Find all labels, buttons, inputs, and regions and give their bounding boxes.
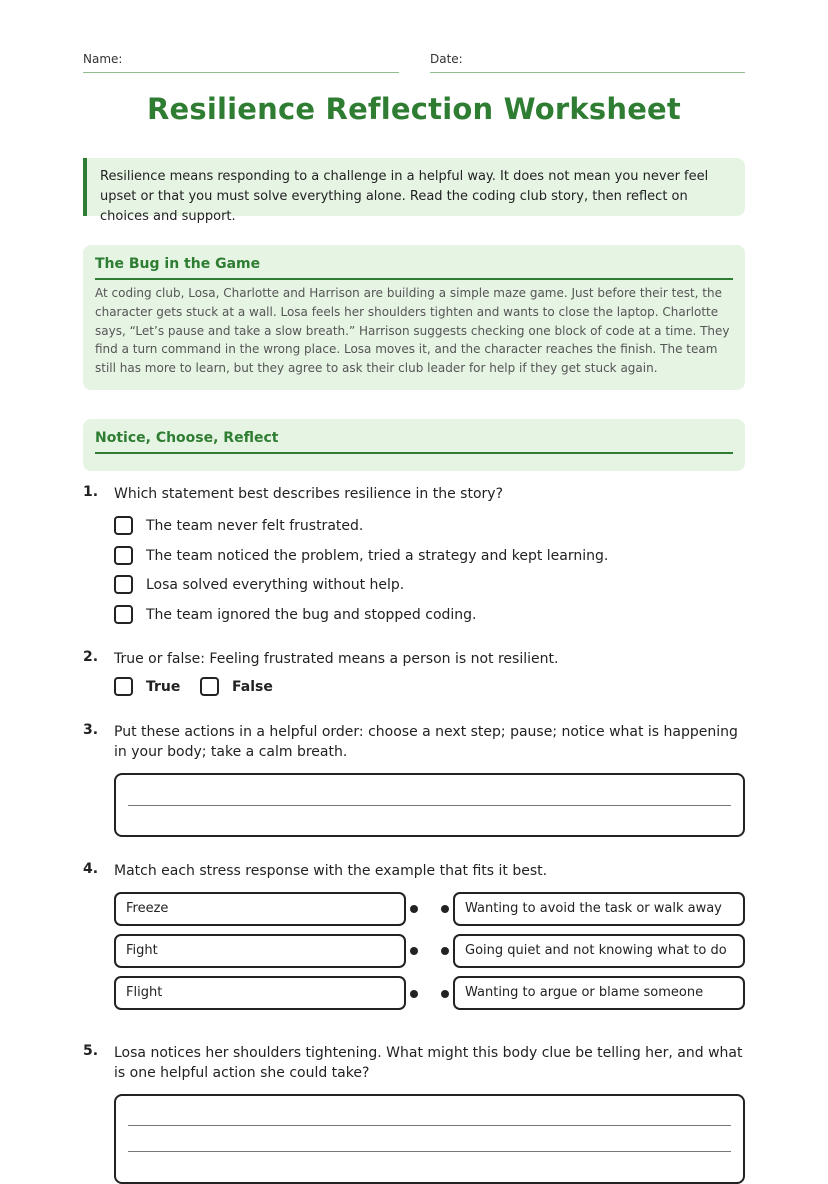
answer-line	[128, 1125, 731, 1126]
question-number: 5.	[83, 1043, 99, 1059]
option-label: The team ignored the bug and stopped coding.	[146, 607, 477, 623]
option-label: Losa solved everything without help.	[146, 577, 405, 593]
match-dot[interactable]	[410, 905, 418, 913]
question-number: 2.	[83, 649, 99, 665]
question-text: Match each stress response with the example that fits it best.	[114, 863, 548, 879]
answer-line	[128, 1151, 731, 1152]
question-number: 1.	[83, 484, 99, 500]
match-dot[interactable]	[410, 947, 418, 955]
match-left-item[interactable]: Flight	[114, 976, 406, 1010]
match-dot[interactable]	[410, 990, 418, 998]
checkbox[interactable]	[114, 516, 133, 535]
match-right-item[interactable]: Wanting to avoid the task or walk away	[453, 892, 745, 926]
checkbox[interactable]	[200, 677, 219, 696]
question-text: Which statement best describes resilience in the story?	[114, 486, 503, 502]
option-label: The team never felt frustrated.	[146, 518, 364, 534]
date-field[interactable]	[430, 52, 745, 73]
story-heading: The Bug in the Game	[95, 245, 733, 280]
match-dot[interactable]	[441, 947, 449, 955]
checkbox[interactable]	[114, 605, 133, 624]
intro-callout: Resilience means responding to a challenge in a helpful way. It does not mean you never feel upset or that you must solve everything alone. Read the coding club story, then reflect on choices and support.	[83, 158, 745, 216]
option-label: False	[232, 679, 273, 695]
question-number: 4.	[83, 861, 99, 877]
match-right-item[interactable]: Going quiet and not knowing what to do	[453, 934, 745, 968]
section-heading: Notice, Choose, Reflect	[95, 419, 733, 454]
header-fields	[83, 52, 745, 73]
worksheet-title: Resilience Reflection Worksheet	[146, 92, 681, 126]
section-panel	[83, 419, 745, 471]
answer-box[interactable]	[114, 773, 745, 837]
answer-line	[128, 805, 731, 806]
option-label: True	[146, 679, 181, 695]
checkbox[interactable]	[114, 575, 133, 594]
checkbox[interactable]	[114, 677, 133, 696]
match-right-item[interactable]: Wanting to argue or blame someone	[453, 976, 745, 1010]
name-label: Name:	[83, 52, 123, 66]
match-left-item[interactable]: Freeze	[114, 892, 406, 926]
checkbox[interactable]	[114, 546, 133, 565]
story-panel	[83, 245, 745, 390]
question-text: True or false: Feeling frustrated means a person is not resilient.	[114, 651, 559, 667]
name-field[interactable]	[83, 52, 399, 73]
date-label: Date:	[430, 52, 463, 66]
option-label: The team noticed the problem, tried a strategy and kept learning.	[146, 548, 609, 564]
match-dot[interactable]	[441, 905, 449, 913]
story-text: At coding club, Losa, Charlotte and Harrison are building a simple maze game. Just before their test, the character gets stuck at a wall. Losa feels her shoulders tighten and wants to close the laptop. Charlotte says, “Let’s pause and take a slow breath.” Harrison suggests checking one block of code at a time. They find a turn command in the wrong place. Losa moves it, and the character reaches the finish. The team still has more to learn, but they agree to ask their club leader for help if they get stuck again.	[95, 286, 730, 376]
match-dot[interactable]	[441, 990, 449, 998]
question-number: 3.	[83, 722, 99, 738]
question-text: Put these actions in a helpful order: choose a next step; pause; notice what is happening in your body; take a calm breath.	[114, 724, 738, 760]
question-text: Losa notices her shoulders tightening. What might this body clue be telling her, and what is one helpful action she could take?	[114, 1045, 743, 1081]
match-left-item[interactable]: Fight	[114, 934, 406, 968]
